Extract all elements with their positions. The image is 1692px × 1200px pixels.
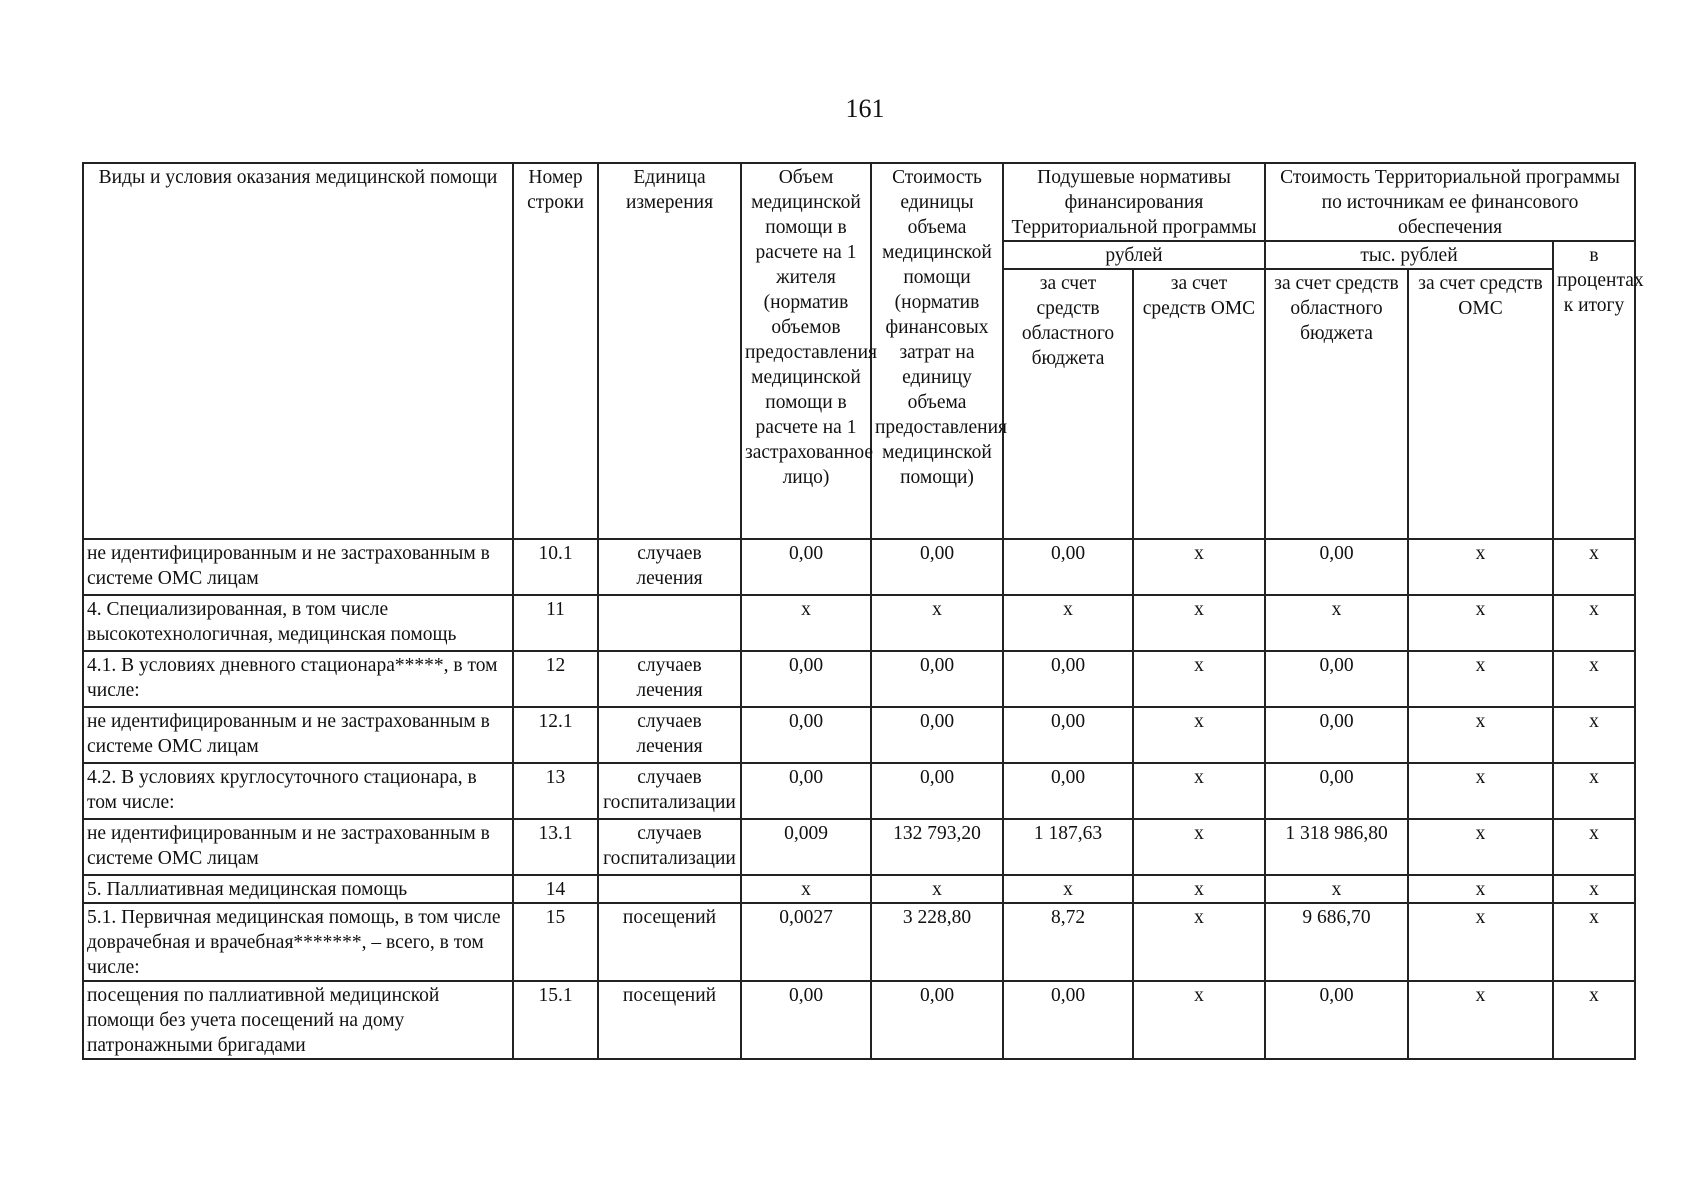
cell-num: 15 bbox=[513, 903, 598, 981]
cell-cost-oms: х bbox=[1408, 981, 1553, 1059]
cell-cost-regional: 0,00 bbox=[1265, 651, 1408, 707]
table-row bbox=[83, 763, 1635, 819]
cell-cost: х bbox=[871, 875, 1003, 903]
table-row bbox=[83, 707, 1635, 763]
cell-unit: случаев лечения bbox=[598, 539, 741, 595]
cell-num: 15.1 bbox=[513, 981, 598, 1059]
cell-percap-oms: х bbox=[1133, 903, 1265, 981]
cell-cost-regional: 0,00 bbox=[1265, 539, 1408, 595]
cell-num: 10.1 bbox=[513, 539, 598, 595]
header-group-cost: Стоимость Территориальной программы по источникам ее финансового обеспечения bbox=[1265, 163, 1635, 241]
header-unit-rub: рублей bbox=[1003, 241, 1265, 269]
header-kind: Виды и условия оказания медицинской помощи bbox=[83, 163, 513, 539]
header-volume: Объем медицинской помощи в расчете на 1 жителя (норматив объемов предоставления медицинской помощи в расчете на 1 застрахованное лицо) bbox=[741, 163, 871, 539]
cell-volume: х bbox=[741, 875, 871, 903]
cell-name: не идентифицированным и не застрахованным в системе ОМС лицам bbox=[83, 819, 513, 875]
cell-unit bbox=[598, 595, 741, 651]
cell-cost: 0,00 bbox=[871, 763, 1003, 819]
cell-percap-regional: 8,72 bbox=[1003, 903, 1133, 981]
cell-percap-regional: 0,00 bbox=[1003, 981, 1133, 1059]
header-percent: в процентах к итогу bbox=[1553, 241, 1635, 539]
table-row bbox=[83, 981, 1635, 1059]
cell-volume: 0,0027 bbox=[741, 903, 871, 981]
cell-percent: х bbox=[1553, 981, 1635, 1059]
header-unit-thous: тыс. рублей bbox=[1265, 241, 1553, 269]
cell-volume: 0,009 bbox=[741, 819, 871, 875]
cell-cost: 0,00 bbox=[871, 539, 1003, 595]
cell-percent: х bbox=[1553, 707, 1635, 763]
cell-unit: случаев госпитализации bbox=[598, 763, 741, 819]
cell-cost: 0,00 bbox=[871, 981, 1003, 1059]
header-row-number: Номер строки bbox=[513, 163, 598, 539]
cell-percap-regional: х bbox=[1003, 875, 1133, 903]
cell-cost-oms: х bbox=[1408, 539, 1553, 595]
cell-percap-regional: 0,00 bbox=[1003, 707, 1133, 763]
cell-name: не идентифицированным и не застрахованным в системе ОМС лицам bbox=[83, 539, 513, 595]
cell-percap-oms: х bbox=[1133, 651, 1265, 707]
table-row bbox=[83, 903, 1635, 981]
cell-percap-regional: х bbox=[1003, 595, 1133, 651]
cell-cost-oms: х bbox=[1408, 903, 1553, 981]
cell-cost: 0,00 bbox=[871, 651, 1003, 707]
cell-cost-oms: х bbox=[1408, 651, 1553, 707]
cell-cost-regional: 0,00 bbox=[1265, 981, 1408, 1059]
table-row bbox=[83, 875, 1635, 903]
cell-cost-regional: 0,00 bbox=[1265, 707, 1408, 763]
cell-num: 13.1 bbox=[513, 819, 598, 875]
cell-cost: 3 228,80 bbox=[871, 903, 1003, 981]
cell-percap-oms: х bbox=[1133, 981, 1265, 1059]
cell-percap-regional: 1 187,63 bbox=[1003, 819, 1133, 875]
cell-volume: 0,00 bbox=[741, 539, 871, 595]
cell-cost-regional: х bbox=[1265, 595, 1408, 651]
cell-percap-oms: х bbox=[1133, 875, 1265, 903]
header-cost-oms: за счет средств ОМС bbox=[1408, 269, 1553, 539]
cell-name: 4.1. В условиях дневного стационара*****, в том числе: bbox=[83, 651, 513, 707]
cell-percap-oms: х bbox=[1133, 595, 1265, 651]
cell-cost-oms: х bbox=[1408, 707, 1553, 763]
cell-unit: случаев госпитализации bbox=[598, 819, 741, 875]
cell-num: 12.1 bbox=[513, 707, 598, 763]
cell-cost-oms: х bbox=[1408, 595, 1553, 651]
cell-cost-regional: 9 686,70 bbox=[1265, 903, 1408, 981]
cell-percent: х bbox=[1553, 651, 1635, 707]
cell-percap-oms: х bbox=[1133, 707, 1265, 763]
header-cost: Стоимость единицы объема медицинской помощи (норматив финансовых затрат на единицу объема предоставления медицинской помощи) bbox=[871, 163, 1003, 539]
header-cost-regional: за счет средств областного бюджета bbox=[1265, 269, 1408, 539]
cell-num: 11 bbox=[513, 595, 598, 651]
financing-table bbox=[82, 162, 1644, 1060]
cell-cost-oms: х bbox=[1408, 763, 1553, 819]
cell-percap-oms: х bbox=[1133, 819, 1265, 875]
cell-cost-regional: 0,00 bbox=[1265, 763, 1408, 819]
header-group-percap: Подушевые нормативы финансирования Территориальной программы bbox=[1003, 163, 1265, 241]
cell-name: 5. Паллиативная медицинская помощь bbox=[83, 875, 513, 903]
header-percap-oms: за счет средств ОМС bbox=[1133, 269, 1265, 539]
cell-cost-regional: х bbox=[1265, 875, 1408, 903]
cell-percent: х bbox=[1553, 903, 1635, 981]
cell-name: 4. Специализированная, в том числе высокотехнологичная, медицинская помощь bbox=[83, 595, 513, 651]
cell-volume: х bbox=[741, 595, 871, 651]
cell-percap-regional: 0,00 bbox=[1003, 763, 1133, 819]
cell-percent: х bbox=[1553, 763, 1635, 819]
table-row bbox=[83, 651, 1635, 707]
page-number: 161 bbox=[845, 94, 885, 123]
cell-num: 14 bbox=[513, 875, 598, 903]
cell-volume: 0,00 bbox=[741, 981, 871, 1059]
cell-cost: 0,00 bbox=[871, 707, 1003, 763]
cell-percap-regional: 0,00 bbox=[1003, 539, 1133, 595]
cell-percent: х bbox=[1553, 595, 1635, 651]
cell-cost-oms: х bbox=[1408, 875, 1553, 903]
cell-name: не идентифицированным и не застрахованным в системе ОМС лицам bbox=[83, 707, 513, 763]
cell-percent: х bbox=[1553, 819, 1635, 875]
cell-num: 12 bbox=[513, 651, 598, 707]
cell-cost: 132 793,20 bbox=[871, 819, 1003, 875]
cell-name: посещения по паллиативной медицинской помощи без учета посещений на дому патронажными бригадами bbox=[83, 981, 513, 1059]
cell-cost-regional: 1 318 986,80 bbox=[1265, 819, 1408, 875]
cell-percent: х bbox=[1553, 539, 1635, 595]
table-row bbox=[83, 595, 1635, 651]
cell-name: 5.1. Первичная медицинская помощь, в том числе доврачебная и врачебная*******, – всего, в том числе: bbox=[83, 903, 513, 981]
cell-unit bbox=[598, 875, 741, 903]
cell-cost-oms: х bbox=[1408, 819, 1553, 875]
cell-unit: случаев лечения bbox=[598, 707, 741, 763]
table-body bbox=[83, 539, 1635, 1059]
cell-unit: посещений bbox=[598, 981, 741, 1059]
cell-unit: случаев лечения bbox=[598, 651, 741, 707]
cell-percap-regional: 0,00 bbox=[1003, 651, 1133, 707]
cell-volume: 0,00 bbox=[741, 707, 871, 763]
cell-percap-oms: х bbox=[1133, 763, 1265, 819]
cell-cost: х bbox=[871, 595, 1003, 651]
cell-unit: посещений bbox=[598, 903, 741, 981]
cell-volume: 0,00 bbox=[741, 651, 871, 707]
table-row bbox=[83, 539, 1635, 595]
header-unit: Единица измерения bbox=[598, 163, 741, 539]
cell-percent: х bbox=[1553, 875, 1635, 903]
cell-volume: 0,00 bbox=[741, 763, 871, 819]
header-percap-regional: за счет средств областного бюджета bbox=[1003, 269, 1133, 539]
table-row bbox=[83, 819, 1635, 875]
cell-num: 13 bbox=[513, 763, 598, 819]
cell-name: 4.2. В условиях круглосуточного стационара, в том числе: bbox=[83, 763, 513, 819]
cell-percap-oms: х bbox=[1133, 539, 1265, 595]
